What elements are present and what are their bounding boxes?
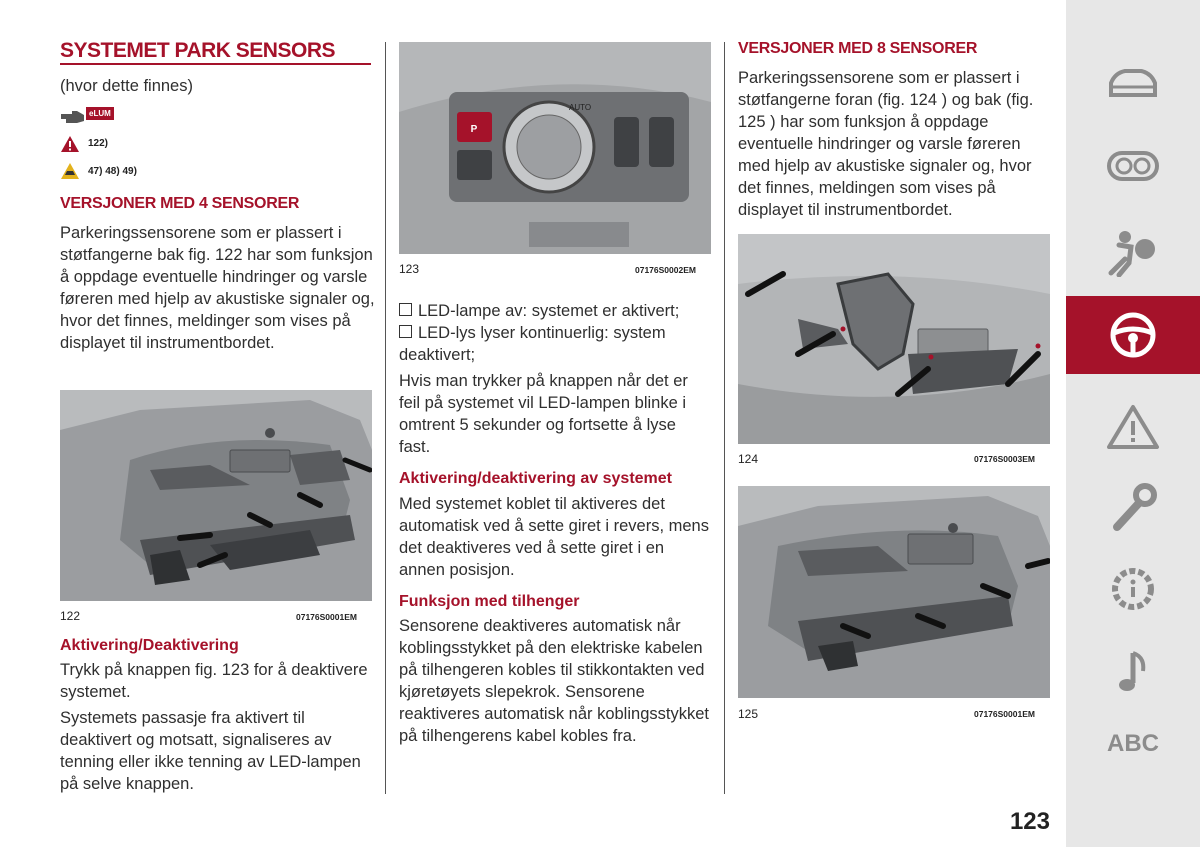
warning-triangle-icon — [60, 135, 80, 153]
rear-car-illustration — [738, 486, 1050, 698]
heading-4-sensors: VERSJONER MED 4 SENSORER — [60, 195, 300, 212]
sidebar-item-multimedia[interactable] — [1066, 632, 1200, 708]
bullet-led-off — [399, 300, 711, 322]
figure-number: 125 — [738, 707, 759, 721]
figure-122-rear-bumper — [60, 390, 372, 601]
checkbox-bullet — [399, 303, 412, 316]
column-divider — [385, 42, 386, 794]
dashboard-icon — [1105, 145, 1161, 185]
pointing-hand-icon — [60, 108, 86, 126]
warning-refs: 122) — [88, 138, 109, 149]
section-title: SYSTEMET PARK SENSORS — [60, 39, 335, 62]
park-sensor-label: P — [470, 124, 478, 135]
sidebar-item-warning[interactable] — [1066, 388, 1200, 464]
sidebar-item-index[interactable]: ABC — [1107, 730, 1159, 757]
chapter-sidebar — [1066, 0, 1200, 847]
column-divider — [724, 42, 725, 794]
heading-auto-activation: Aktivering/deaktivering av systemet — [399, 470, 673, 487]
steering-wheel-icon — [1105, 311, 1161, 359]
checkbox-bullet — [399, 325, 412, 338]
paragraph-trailer: Sensorene deaktiveres automatisk når koblingsstykket på den elektriske kabelen på tilhengeren kobles til stikkontakten ved kjøretøyets slepekrok. Sensorene reaktiveres automatisk når koblingsstykket på tilhengerens kabel kobles fra. — [399, 617, 709, 745]
bullet-text: LED-lys lyser kontinuerlig: system deaktivert; — [399, 324, 666, 364]
figure-number: 123 — [399, 262, 420, 276]
sidebar-item-service[interactable] — [1066, 468, 1200, 544]
front-car-illustration — [738, 234, 1050, 444]
music-icon — [1105, 647, 1161, 695]
heading-trailer: Funksjon med tilhenger — [399, 593, 580, 610]
paragraph-activation-2: Systemets passasje fra aktivert til deaktivert og motsatt, signaliseres av tenning eller ikke tenning av LED-lampen på selve knappen. — [60, 709, 361, 793]
rear-car-illustration — [60, 390, 372, 601]
auto-label: AUTO — [569, 103, 592, 112]
figure-code: 07176S0001EM — [974, 709, 1035, 719]
title-underline — [60, 63, 371, 65]
paragraph-fault: Hvis man trykker på knappen når det er feil på systemet vil LED-lampen blinke i omtrent 5 sekunder og fortsette å lyse fast. — [399, 372, 688, 456]
heading-activation: Aktivering/Deaktivering — [60, 637, 239, 654]
bullet-text: LED-lampe av: systemet er aktivert; — [418, 302, 680, 320]
figure-code: 07176S0003EM — [974, 454, 1035, 464]
paragraph-4-sensors: Parkeringssensorene som er plassert i støtfangerne bak fig. 122 har som funksjon å oppdage eventuelle hindringer og varsle føreren med hjelp av akustiske signaler og, hvor det finnes, meldinger som vises på displayet til instrumentbordet. — [60, 224, 375, 352]
subtitle: (hvor dette finnes) — [60, 77, 193, 95]
sidebar-item-steering[interactable] — [1066, 296, 1200, 374]
figure-code: 07176S0001EM — [296, 612, 357, 622]
sidebar-item-dashboard[interactable] — [1066, 130, 1200, 206]
figure-125-rear-bumper — [738, 486, 1050, 698]
figure-number: 124 — [738, 452, 759, 466]
car-icon — [1105, 65, 1161, 105]
page-number: 123 — [1009, 808, 1050, 835]
figure-123-switch — [399, 42, 711, 254]
caution-car-icon — [60, 162, 80, 180]
paragraph-auto-activation: Med systemet koblet til aktiveres det automatisk ved å sette giret i revers, mens det deaktiveres ved å sette giret i en annen posisjon. — [399, 495, 709, 579]
wrench-icon — [1105, 483, 1161, 531]
paragraph-activation-1: Trykk på knappen fig. 123 for å deaktivere systemet. — [60, 661, 368, 701]
heading-8-sensors: VERSJONER MED 8 SENSORER — [738, 40, 978, 57]
sidebar-item-car[interactable] — [1066, 50, 1200, 126]
paragraph-8-sensors: Parkeringssensorene som er plassert i støtfangerne foran (fig. 124 ) og bak (fig. 125 ) har som funksjon å oppdage eventuelle hindringer og varsle føreren med hjelp av akustiske signaler og, hvor det finnes, meldingen som vises på displayet til instrumentbordet. — [738, 69, 1034, 219]
sidebar-item-technical-data[interactable] — [1066, 550, 1200, 626]
light-switch-illustration — [399, 42, 711, 254]
sidebar-item-airbag[interactable] — [1066, 214, 1200, 290]
figure-code: 07176S0002EM — [635, 265, 696, 275]
bullet-led-on — [399, 322, 711, 366]
figure-number: 122 — [60, 609, 81, 623]
airbag-icon — [1105, 229, 1161, 277]
info-gear-icon — [1105, 565, 1161, 613]
warning-icon — [1105, 403, 1161, 451]
figure-124-front-bumper — [738, 234, 1050, 444]
elum-badge: eLUM — [86, 107, 114, 120]
caution-refs: 47) 48) 49) — [88, 166, 137, 177]
